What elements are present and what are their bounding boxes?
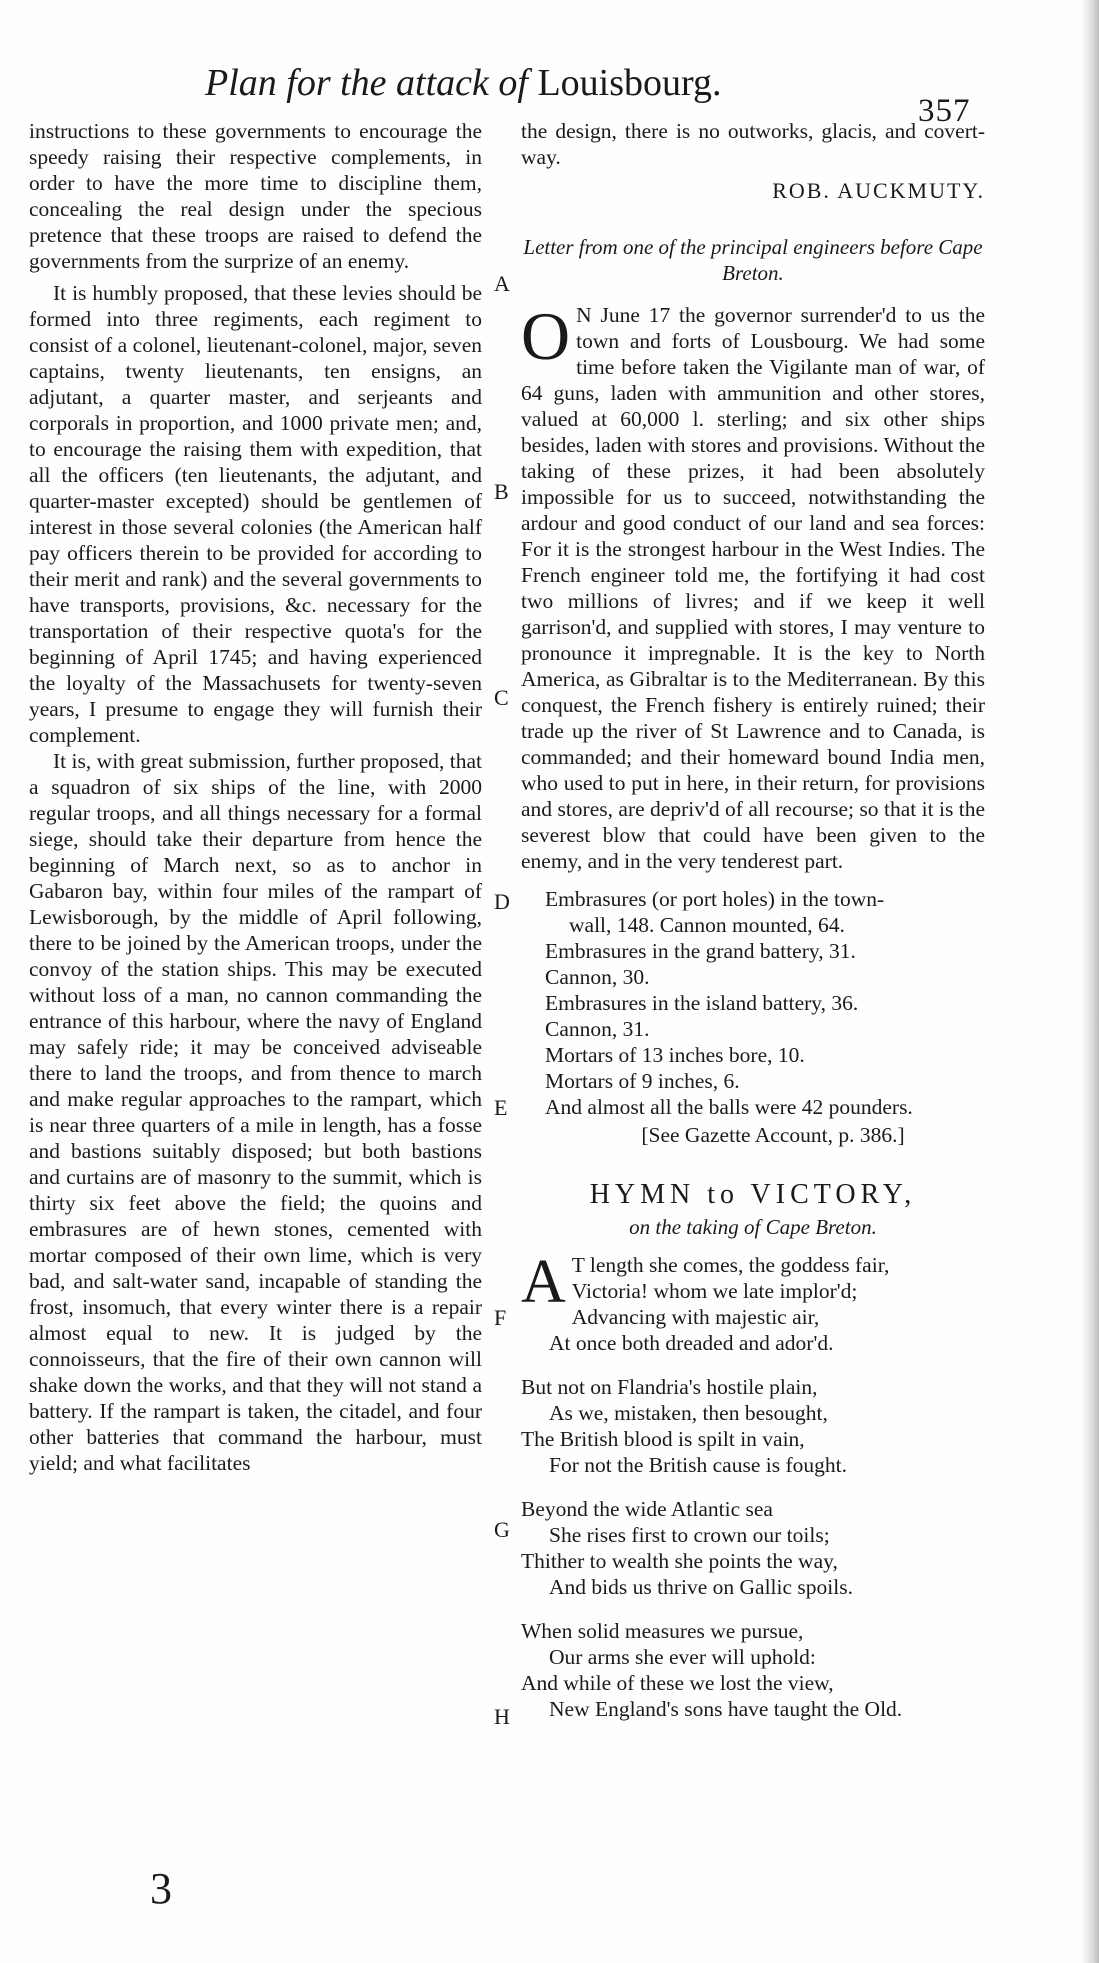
fortification-line: wall, 148. Cannon mounted, 64. bbox=[569, 913, 845, 937]
hymn-stanza-2 bbox=[521, 1374, 985, 1478]
hymn-title: HYMN to VICTORY, bbox=[589, 1179, 917, 1210]
hymn-dropcap: A bbox=[521, 1248, 566, 1316]
left-paragraph-3: It is, with great submission, further proposed, that a squadron of six ships of the line, with 2000 regular troops, and all things necessary for a formal siege, should take their departure from hence the beginning of March next, so as to anchor in Gabaron bay, within four miles of the rampart of Lewisborough, by the middle of April following, there to be joined by the American troops, under the convoy of the station ships. This may be executed without loss of a man, no cannon commanding the entrance of this harbour, where the navy of England may safely ride; it may be conceived adviseable there to land the troops, and from thence to march and make regular approaches to the rampart, which is near three quarters of a mile in length, has a fosse and bastions suitably disposed; but both bastions and curtains are of masonry to the summit, which is thirty six feet above the field; the quoins and embrasures are of hewn stones, cemented with mortar composed of their own lime, which is very bad, and salt-water sand, incapable of standing the frost, insomuch, that every winter there is a repair almost equal to new. It is judged by the connoisseurs, that the fire of their own cannon will shake down the works, and that they will not stand a battery. If the rampart is taken, the citadel, and four other batteries that command the harbour, must yield; and what facilitates bbox=[29, 749, 482, 1475]
fortification-line: Cannon, 30. bbox=[545, 965, 650, 989]
hymn-stanza-4 bbox=[521, 1618, 985, 1722]
verse-line: New England's sons have taught the Old. bbox=[549, 1697, 903, 1721]
hymn-stanza-1 bbox=[521, 1248, 985, 1356]
letter-body bbox=[521, 298, 985, 874]
verse-line: But not on Flandria's hostile plain, bbox=[521, 1375, 818, 1399]
author-signature: ROB. AUCKMUTY. bbox=[772, 178, 985, 203]
fortification-line: Mortars of 13 inches bore, 10. bbox=[545, 1043, 805, 1067]
fortification-line: Embrasures (or port holes) in the town- bbox=[545, 887, 885, 911]
margin-letter-d: D bbox=[494, 889, 510, 914]
verse-line: For not the British cause is fought. bbox=[549, 1453, 847, 1477]
verse-line: The British blood is spilt in vain, bbox=[521, 1427, 805, 1451]
verse-line: Victoria! whom we late implor'd; bbox=[571, 1279, 858, 1303]
left-paragraph-2: It is humbly proposed, that these levies should be formed into three regiments, each regiment to consist of a colonel, lieutenant-colonel, major, seven captains, twenty lieutenants, ten ensigns, an adjutant, a quarter master, and serjeants and corporals in proportion, and 1000 private men; and, to encourage the raising them with expedition, that all the officers (ten lieutenants, the adjutant, and quarter-master excepted) should be gentlemen of interest in those several colonies (the American half pay officers therein to be provided for according to their merit and rank) and the several governments to have transports, provisions, &c. necessary for the transportation of their respective quota's for the beginning of April 1745; and having experienced the loyalty of the Massachusets for twenty-seven years, I presume to engage they will furnish their complement. bbox=[29, 281, 482, 747]
letter-body-text: N June 17 the governor surrender'd to us the town and forts of Lousbourg. We had some time before taken the Vigilante man of war, of 64 guns, laden with ammunition and other stores, valued at 60,000 l. sterling; and six other ships besides, laden with stores and provisions. Without the taking of these prizes, it had been absolutely impossible for us to succeed, notwithstanding the ardour and good conduct of our land and sea forces: For it is the strongest harbour in the West Indies. The French engineer told me, the fortifying it had cost two millions of livres; and if we keep it well garrison'd, and supplied with stores, I may venture to pronounce it impregnable. It is the key to North America, as Gibraltar is to the Mediterranean. By this conquest, the French fishery is entirely ruined; their trade up the river of St Lawrence and to Canada, is commanded; and their homeward bound India men, who used to put in here, in their return, for provisions and stores, are depriv'd of all recourse; so that it is the severest blow that could have been given to the enemy, and in the very tenderest part. bbox=[521, 303, 985, 873]
verse-line: And while of these we lost the view, bbox=[521, 1671, 834, 1695]
fortifications-list bbox=[521, 886, 985, 1120]
letter-title: Letter from one of the principal engineers before Cape Breton. bbox=[523, 235, 983, 285]
margin-letter-h: H bbox=[494, 1704, 510, 1729]
verse-line: And bids us thrive on Gallic spoils. bbox=[549, 1575, 853, 1599]
continuation-text: the design, there is no outworks, glacis, and covert-way. bbox=[521, 119, 985, 169]
verse-line: As we, mistaken, then besought, bbox=[549, 1401, 828, 1425]
margin-letter-c: C bbox=[494, 685, 509, 710]
running-head-italic: Plan for the attack of bbox=[205, 62, 528, 104]
margin-letter-b: B bbox=[494, 479, 509, 504]
gazette-reference: [See Gazette Account, p. 386.] bbox=[641, 1123, 905, 1147]
hymn-stanza-3 bbox=[521, 1496, 985, 1600]
fortification-line: Mortars of 9 inches, 6. bbox=[545, 1069, 740, 1093]
right-column bbox=[521, 118, 985, 1740]
verse-line: T length she comes, the goddess fair, bbox=[571, 1253, 890, 1277]
left-paragraph-1: instructions to these governments to encourage the speedy raising their respective complements, in order to have the more time to discipline them, concealing the real design under the specious pretence that these troops are raised to defend the governments from the surprize of an enemy. bbox=[29, 119, 482, 273]
verse-line: She rises first to crown our toils; bbox=[549, 1523, 830, 1547]
verse-line: Advancing with majestic air, bbox=[571, 1305, 820, 1329]
fortification-line: Cannon, 31. bbox=[545, 1017, 650, 1041]
signature-mark: 3 bbox=[150, 1864, 172, 1913]
margin-letter-g: G bbox=[494, 1517, 510, 1542]
verse-line: At once both dreaded and ador'd. bbox=[549, 1331, 834, 1355]
page-edge-shadow bbox=[1081, 0, 1099, 1963]
hymn-subtitle: on the taking of Cape Breton. bbox=[629, 1215, 877, 1239]
fortification-line: And almost all the balls were 42 pounders. bbox=[545, 1095, 913, 1119]
margin-letter-a: A bbox=[494, 271, 510, 296]
page-number: 357 bbox=[918, 93, 971, 129]
fortification-line: Embrasures in the island battery, 36. bbox=[545, 991, 859, 1015]
running-head bbox=[205, 60, 765, 106]
margin-letter-f: F bbox=[494, 1305, 507, 1330]
left-column bbox=[29, 118, 482, 1476]
margin-letter-e: E bbox=[494, 1095, 508, 1120]
verse-line: Beyond the wide Atlantic sea bbox=[521, 1497, 773, 1521]
verse-line: Our arms she ever will uphold: bbox=[549, 1645, 816, 1669]
verse-line: When solid measures we pursue, bbox=[521, 1619, 804, 1643]
fortification-line: Embrasures in the grand battery, 31. bbox=[545, 939, 856, 963]
letter-dropcap: O bbox=[521, 298, 571, 374]
running-head-place: Louisbourg. bbox=[537, 62, 722, 104]
verse-line: Thither to wealth she points the way, bbox=[521, 1549, 838, 1573]
